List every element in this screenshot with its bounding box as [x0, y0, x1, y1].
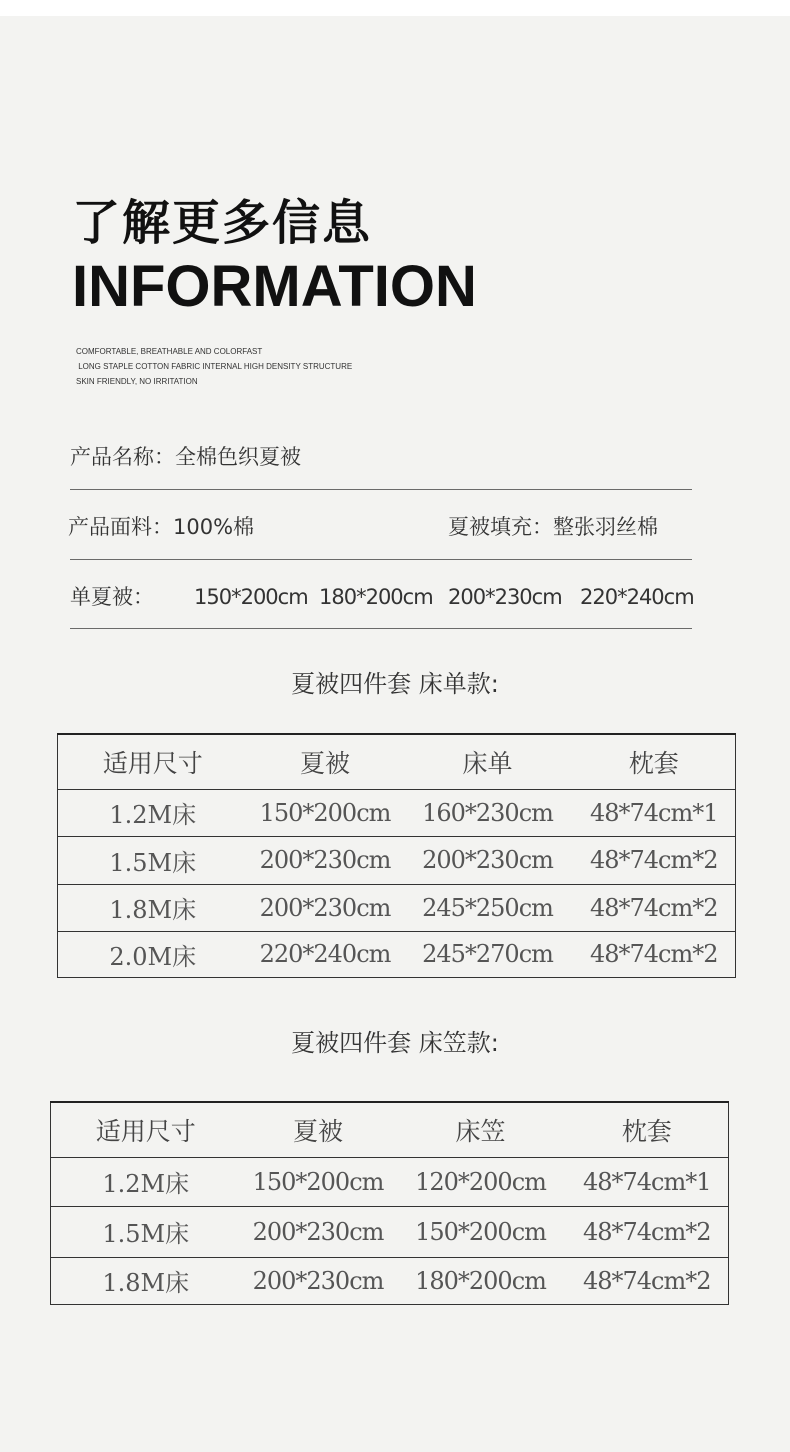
info-row-material — [70, 510, 692, 544]
table-cell: 2.0M床 — [109, 942, 197, 971]
table-row — [51, 1206, 729, 1257]
taglines — [76, 344, 352, 389]
divider — [70, 559, 692, 560]
single-size: 150*200cm — [194, 585, 308, 609]
divider — [70, 489, 692, 490]
table-row — [51, 1157, 729, 1206]
section-title-fitted: 夏被四件套 床笠款: — [291, 1029, 499, 1057]
page-title-cn: 了解更多信息 — [72, 195, 373, 251]
table-cell: 245*250cm — [403, 884, 573, 931]
col-header: 适用尺寸 — [58, 734, 248, 789]
table-cell: 200*230cm — [248, 884, 403, 931]
table-cell: 150*200cm — [396, 1206, 566, 1257]
table-row — [58, 884, 736, 931]
col-header: 夏被 — [241, 1102, 396, 1157]
page-title-en: INFORMATION — [72, 254, 477, 319]
table-cell: 48*74cm*1 — [573, 789, 736, 836]
single-size: 180*200cm — [319, 585, 433, 609]
col-header: 适用尺寸 — [51, 1102, 241, 1157]
table-cell: 200*230cm — [241, 1206, 396, 1257]
single-size: 200*230cm — [448, 585, 562, 609]
table-cell: 1.5M床 — [51, 1206, 241, 1257]
table-cell: 180*200cm — [415, 1266, 546, 1295]
table-cell: 1.5M床 — [58, 836, 248, 884]
fitted-spec-table — [50, 1101, 729, 1305]
table-cell: 1.2M床 — [58, 789, 248, 836]
tagline: SKIN FRIENDLY, NO IRRITATION — [76, 377, 198, 386]
col-header: 床单 — [403, 734, 573, 789]
table-cell: 220*240cm — [259, 940, 391, 968]
table-row — [51, 1257, 729, 1304]
single-size: 220*240cm — [580, 585, 694, 609]
table-cell: 1.2M床 — [51, 1157, 241, 1206]
product-fabric: 产品面料：100%棉 — [68, 515, 255, 539]
table-cell: 48*74cm*1 — [566, 1157, 729, 1206]
col-header: 枕套 — [566, 1102, 729, 1157]
table-cell: 48*74cm*2 — [582, 1266, 711, 1295]
tagline: LONG STAPLE COTTON FABRIC INTERNAL HIGH DENSITY STRUCTURE — [76, 362, 353, 371]
table-row — [58, 931, 736, 977]
sheet-spec-table — [57, 733, 736, 978]
single-label: 单夏被： — [70, 585, 154, 609]
info-row-single — [70, 580, 692, 614]
table-cell: 150*200cm — [241, 1157, 396, 1206]
table-cell: 48*74cm*2 — [566, 1206, 729, 1257]
col-header: 床笠 — [396, 1102, 566, 1157]
tagline: COMFORTABLE, BREATHABLE AND COLORFAST — [76, 347, 263, 356]
table-row — [58, 836, 736, 884]
col-header: 夏被 — [248, 734, 403, 789]
table-cell: 48*74cm*2 — [589, 940, 718, 968]
table-cell: 160*230cm — [403, 789, 573, 836]
divider — [70, 628, 692, 629]
product-filling: 夏被填充：整张羽丝棉 — [448, 515, 658, 539]
table-cell: 48*74cm*2 — [573, 836, 736, 884]
table-cell: 245*270cm — [422, 940, 553, 968]
product-name: 产品名称：全棉色织夏被 — [70, 445, 301, 469]
col-header: 枕套 — [573, 734, 736, 789]
table-cell: 1.8M床 — [102, 1269, 190, 1297]
table-header-row — [51, 1102, 729, 1157]
table-header-row — [58, 734, 736, 789]
table-cell: 48*74cm*2 — [573, 884, 736, 931]
table-cell: 200*230cm — [252, 1266, 384, 1295]
info-row-name — [70, 440, 692, 474]
section-title-sheet: 夏被四件套 床单款: — [291, 670, 499, 698]
table-cell: 200*230cm — [248, 836, 403, 884]
table-cell: 150*200cm — [248, 789, 403, 836]
table-cell: 200*230cm — [403, 836, 573, 884]
table-cell: 1.8M床 — [58, 884, 248, 931]
table-row — [58, 789, 736, 836]
table-cell: 120*200cm — [396, 1157, 566, 1206]
